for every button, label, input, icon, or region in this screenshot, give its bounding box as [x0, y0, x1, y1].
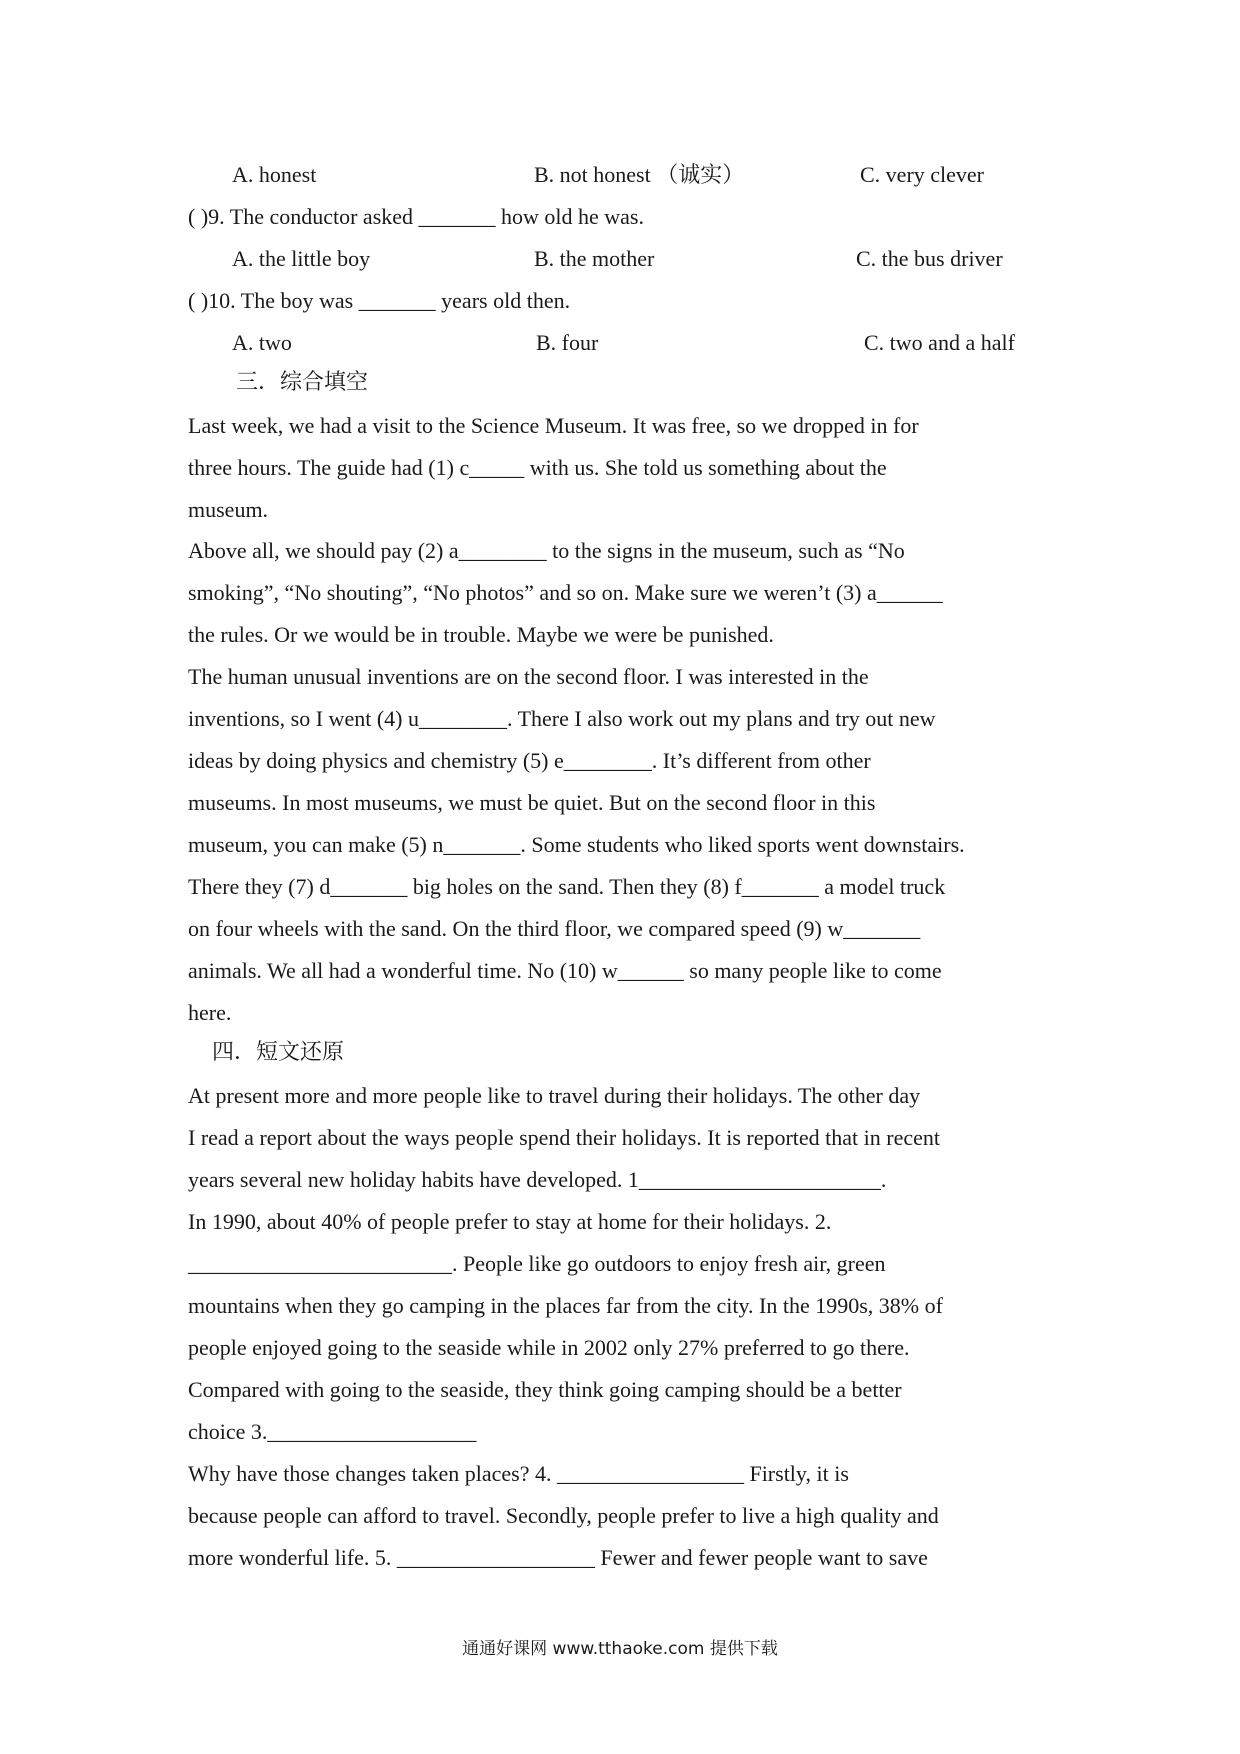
- section4-line: mountains when they go camping in the places far from the city. In the 1990s, 38% of: [188, 1293, 943, 1318]
- q9-option-c: C. the bus driver: [856, 246, 1003, 271]
- section3-line: inventions, so I went (4) u________. There I also work out my plans and try out new: [188, 706, 936, 731]
- section4-line: I read a report about the ways people spend their holidays. It is reported that in recent: [188, 1125, 941, 1150]
- section4-line: because people can afford to travel. Secondly, people prefer to live a high quality and: [188, 1503, 939, 1528]
- q8-option-b: B. not honest （诚实）: [534, 162, 745, 187]
- q8-option-a: A. honest: [232, 162, 317, 187]
- section4-line: At present more and more people like to travel during their holidays. The other day: [188, 1083, 921, 1108]
- section3-line: museum, you can make (5) n_______. Some students who liked sports went downstairs.: [188, 832, 965, 857]
- section3-line: three hours. The guide had (1) c_____ with us. She told us something about the: [188, 455, 887, 480]
- section3-line: animals. We all had a wonderful time. No (10) w______ so many people like to come: [188, 958, 942, 983]
- section4-line: In 1990, about 40% of people prefer to stay at home for their holidays. 2.: [188, 1209, 832, 1234]
- section3-line: museum.: [188, 497, 269, 522]
- section3-line: There they (7) d_______ big holes on the sand. Then they (8) f_______ a model truck: [188, 874, 946, 899]
- section3-heading: 三．综合填空: [236, 370, 369, 395]
- section3-line: Last week, we had a visit to the Science Museum. It was free, so we dropped in for: [188, 413, 919, 438]
- q9-option-a: A. the little boy: [232, 246, 371, 271]
- q10-option-b: B. four: [536, 330, 599, 355]
- section4-line: people enjoyed going to the seaside while in 2002 only 27% preferred to go there.: [188, 1335, 910, 1360]
- section3-line: smoking”, “No shouting”, “No photos” and so on. Make sure we weren’t (3) a______: [188, 580, 943, 605]
- section4-line: choice 3.___________________: [188, 1419, 477, 1444]
- section4-line: years several new holiday habits have developed. 1______________________.: [188, 1167, 887, 1192]
- q10-stem: ( )10. The boy was _______ years old then.: [188, 288, 571, 313]
- section4-line: Why have those changes taken places? 4. _________________ Firstly, it is: [188, 1461, 849, 1486]
- section3-line: museums. In most museums, we must be quiet. But on the second floor in this: [188, 790, 876, 815]
- section3-line: The human unusual inventions are on the second floor. I was interested in the: [188, 664, 869, 689]
- section4-line: Compared with going to the seaside, they think going camping should be a better: [188, 1377, 902, 1402]
- q9-option-b: B. the mother: [534, 246, 655, 271]
- section3-line: ideas by doing physics and chemistry (5) e________. It’s different from other: [188, 748, 871, 773]
- q10-option-a: A. two: [232, 330, 292, 355]
- page-footer: 通通好课网 www.tthaoke.com 提供下载: [462, 1639, 778, 1659]
- section4-line: ________________________. People like go outdoors to enjoy fresh air, green: [188, 1251, 886, 1276]
- section3-line: on four wheels with the sand. On the third floor, we compared speed (9) w_______: [188, 916, 921, 941]
- section4-heading: 四．短文还原: [212, 1040, 345, 1065]
- section3-line: here.: [188, 1000, 232, 1025]
- q10-option-c: C. two and a half: [864, 330, 1015, 355]
- q8-option-c: C. very clever: [860, 162, 984, 187]
- q9-stem: ( )9. The conductor asked _______ how old he was.: [188, 204, 644, 229]
- section4-line: more wonderful life. 5. __________________ Fewer and fewer people want to save: [188, 1545, 928, 1570]
- section3-line: the rules. Or we would be in trouble. Maybe we were be punished.: [188, 622, 774, 647]
- section3-line: Above all, we should pay (2) a________ to the signs in the museum, such as “No: [188, 538, 905, 563]
